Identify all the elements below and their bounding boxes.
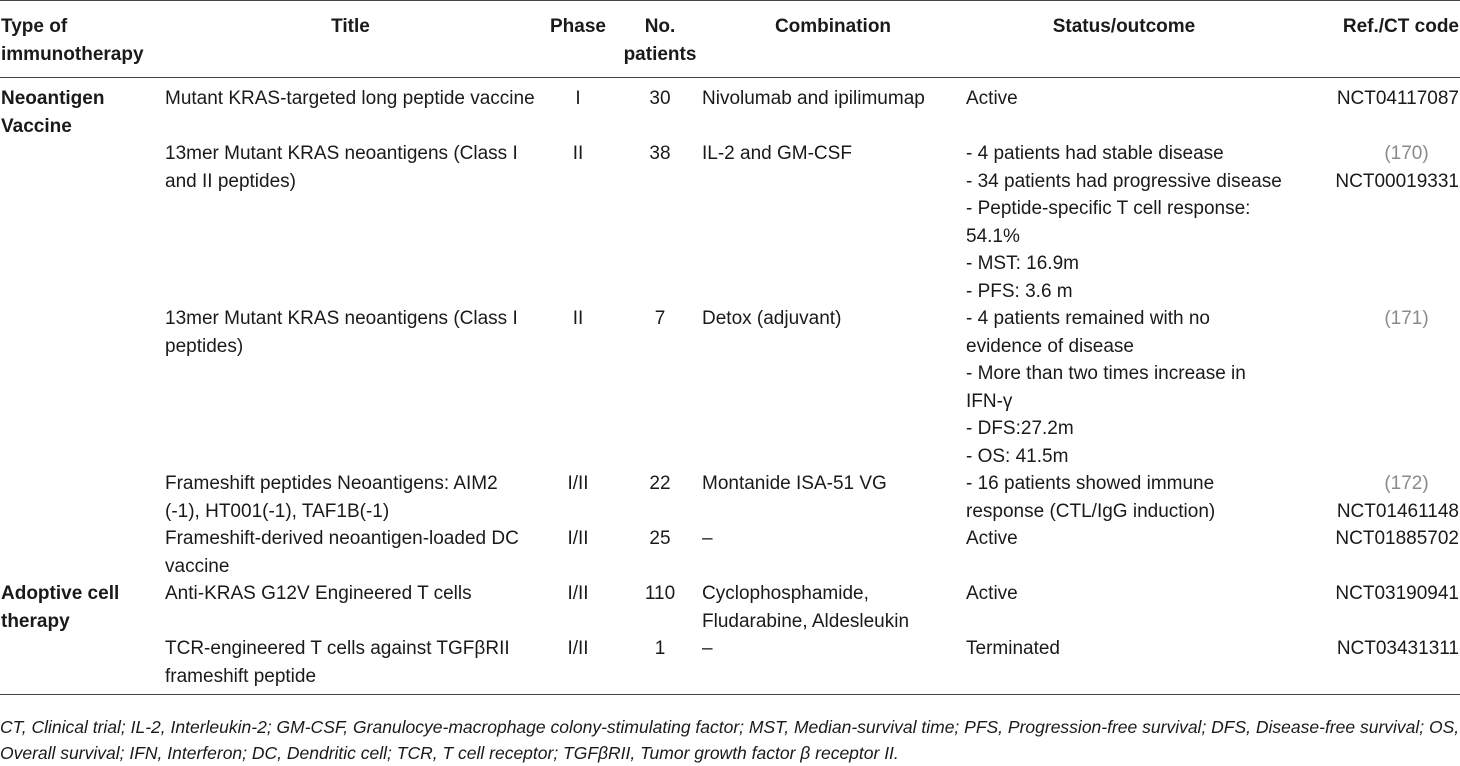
cell-status (964, 305, 1282, 470)
status-line: - 16 patients showed immune response (CTL/IgG induction) (966, 473, 1216, 522)
status-line: Active (966, 88, 1018, 109)
cell-combination: Nivolumab and ipilimumap (702, 88, 925, 109)
cell-title: TCR-engineered T cells against TGFβRII frameshift peptide (165, 638, 510, 687)
cell-patients: 7 (654, 308, 666, 329)
status-line: - MST: 16.9m (966, 253, 1079, 274)
status-line: - 34 patients had progressive disease (966, 170, 1282, 192)
cell-type (0, 470, 164, 525)
reference-link[interactable]: (172) (1384, 473, 1429, 494)
cell-status (964, 525, 1282, 580)
header-phase: Phase (550, 16, 606, 37)
table-row (0, 635, 1460, 695)
header-combination: Combination (774, 16, 892, 37)
cell-status (964, 580, 1282, 635)
cell-combination: IL-2 and GM-CSF (702, 143, 852, 164)
cell-status (964, 635, 1282, 695)
reference-link[interactable]: (170) (1384, 143, 1429, 164)
header-type: Type of immunotherapy (1, 16, 144, 65)
cell-type: Neoantigen Vaccine (1, 88, 105, 137)
cell-patients: 25 (649, 528, 671, 549)
status-line: Active (966, 528, 1018, 549)
status-line: - DFS:27.2m (966, 418, 1074, 439)
status-line: - PFS: 3.6 m (966, 280, 1073, 302)
cell-type (0, 140, 164, 305)
cell-title: Frameshift peptides Neoantigens: AIM2 (-1), HT001(-1), TAF1B(-1) (165, 473, 498, 522)
cell-type (0, 305, 164, 470)
cell-status (964, 140, 1282, 305)
cell-title: Frameshift-derived neoantigen-loaded DC vaccine (165, 528, 519, 577)
cell-patients: 22 (649, 473, 671, 494)
trial-code: NCT01885702 (1335, 528, 1459, 549)
cell-phase: II (572, 143, 584, 164)
cell-status (964, 78, 1282, 141)
cell-ref (1282, 580, 1460, 635)
table-row (0, 78, 1460, 141)
cell-ref (1282, 635, 1460, 695)
table-row (0, 140, 1460, 305)
table-row (0, 470, 1460, 525)
cell-title: 13mer Mutant KRAS neoantigens (Class I peptides) (165, 308, 518, 357)
trial-code: NCT03190941 (1335, 583, 1459, 604)
cell-type: Adoptive cell therapy (1, 583, 120, 632)
cell-phase: I (575, 88, 581, 109)
status-line: - OS: 41.5m (966, 445, 1069, 467)
cell-combination: Detox (adjuvant) (702, 308, 842, 329)
header-patients: No. patients (623, 16, 697, 65)
cell-type (0, 525, 164, 580)
cell-type (0, 635, 164, 695)
trial-code: NCT03431311 (1336, 638, 1459, 659)
cell-combination: – (702, 638, 713, 659)
cell-combination: Montanide ISA-51 VG (702, 473, 887, 494)
trial-code: NCT04117087 (1336, 88, 1459, 109)
cell-patients: 110 (644, 583, 676, 604)
cell-ref (1282, 140, 1460, 305)
cell-ref (1282, 525, 1460, 580)
cell-ref (1282, 470, 1460, 525)
status-line: Terminated (966, 638, 1060, 659)
trial-code: NCT01461148 (1336, 500, 1459, 522)
cell-status (964, 470, 1282, 525)
cell-phase: II (572, 308, 584, 329)
header-ref: Ref./CT code (1342, 16, 1459, 37)
table-body (0, 78, 1460, 695)
table-row (0, 305, 1460, 470)
status-line: - 4 patients remained with no evidence of disease (966, 308, 1210, 357)
cell-combination: Cyclophosphamide, Fludarabine, Aldesleukin (702, 583, 910, 632)
status-line: - 4 patients had stable disease (966, 143, 1224, 164)
status-line: - More than two times increase in IFN-γ (966, 363, 1246, 412)
table-row (0, 525, 1460, 580)
header-status: Status/outcome (1052, 16, 1196, 37)
cell-patients: 38 (649, 143, 671, 164)
cell-phase: I/II (567, 583, 589, 604)
cell-ref (1282, 305, 1460, 470)
cell-title: 13mer Mutant KRAS neoantigens (Class I and II peptides) (165, 143, 518, 192)
cell-patients: 30 (649, 88, 671, 109)
cell-patients: 1 (654, 638, 666, 659)
reference-link[interactable]: (171) (1384, 308, 1429, 329)
cell-title: Anti-KRAS G12V Engineered T cells (165, 583, 472, 604)
status-line: - Peptide-specific T cell response: 54.1% (966, 198, 1251, 247)
status-line: Active (966, 583, 1018, 604)
cell-phase: I/II (567, 473, 589, 494)
cell-phase: I/II (567, 528, 589, 549)
cell-title: Mutant KRAS-targeted long peptide vaccine (165, 88, 535, 109)
table-row (0, 580, 1460, 635)
trial-code: NCT00019331 (1335, 170, 1459, 192)
cell-ref (1282, 78, 1460, 141)
table-footnote: CT, Clinical trial; IL-2, Interleukin-2; GM-CSF, Granulocye-macrophage colony-stimulating factor; MST, Median-survival time; PFS, Progression-free survival; DFS, Disease-free survival; OS, Overall survival; IFN, Interferon; DC, Dendritic cell; TCR, T cell receptor; TGFβRII, Tumor growth factor β receptor II. (0, 717, 1460, 763)
header-title: Title (331, 16, 370, 37)
cell-combination: – (702, 528, 713, 549)
header-row (0, 1, 1460, 78)
cell-phase: I/II (567, 638, 589, 659)
table-header (0, 1, 1460, 78)
